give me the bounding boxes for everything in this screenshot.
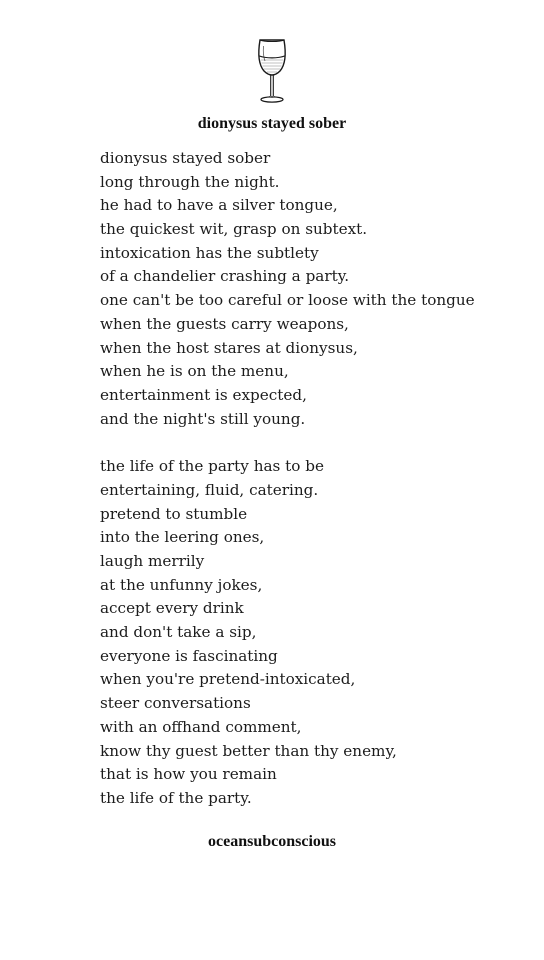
poem-stanza — [100, 455, 530, 810]
poem-line: one can't be too careful or loose with the tongue — [100, 291, 475, 310]
poem-line: accept every drink — [100, 599, 244, 618]
poem-line: long through the night. — [100, 172, 280, 191]
poem-line: when the host stares at dionysus, — [100, 338, 358, 357]
poem-line: and don't take a sip, — [100, 623, 257, 642]
poem-line: the life of the party. — [100, 788, 252, 807]
poem-line: entertaining, fluid, catering. — [100, 480, 319, 499]
poem-body — [100, 147, 530, 835]
poem-line: that is how you remain — [100, 765, 277, 784]
poem-line: he had to have a silver tongue, — [100, 196, 338, 215]
poem-line: pretend to stumble — [100, 504, 248, 523]
poem-stanza — [100, 147, 530, 431]
poem-title: dionysus stayed sober — [197, 115, 347, 132]
poem-line: the life of the party has to be — [100, 457, 324, 476]
poem-line: entertainment is expected, — [100, 385, 307, 404]
poem-line: everyone is fascinating — [100, 646, 278, 665]
poem-line: intoxication has the subtlety — [100, 243, 319, 262]
poem-line: the quickest wit, grasp on subtext. — [100, 220, 368, 239]
poem-line: know thy guest better than thy enemy, — [100, 741, 397, 760]
wine-glass-icon — [252, 38, 292, 104]
poem-line: dionysus stayed sober — [100, 149, 271, 167]
author-signature: oceansubconscious — [207, 833, 337, 850]
poem-line: with an offhand comment, — [100, 717, 302, 736]
poem-line: steer conversations — [100, 694, 251, 713]
poem-line: when you're pretend-intoxicated, — [100, 670, 356, 689]
poem-line: into the leering ones, — [100, 528, 265, 547]
poem-line: of a chandelier crashing a party. — [100, 267, 350, 286]
poem-line: and the night's still young. — [100, 409, 306, 428]
poem-line: at the unfunny jokes, — [100, 575, 263, 594]
poem-line: when he is on the menu, — [100, 362, 289, 381]
poem-line: laugh merrily — [100, 552, 205, 570]
poem-line: when the guests carry weapons, — [100, 314, 349, 333]
